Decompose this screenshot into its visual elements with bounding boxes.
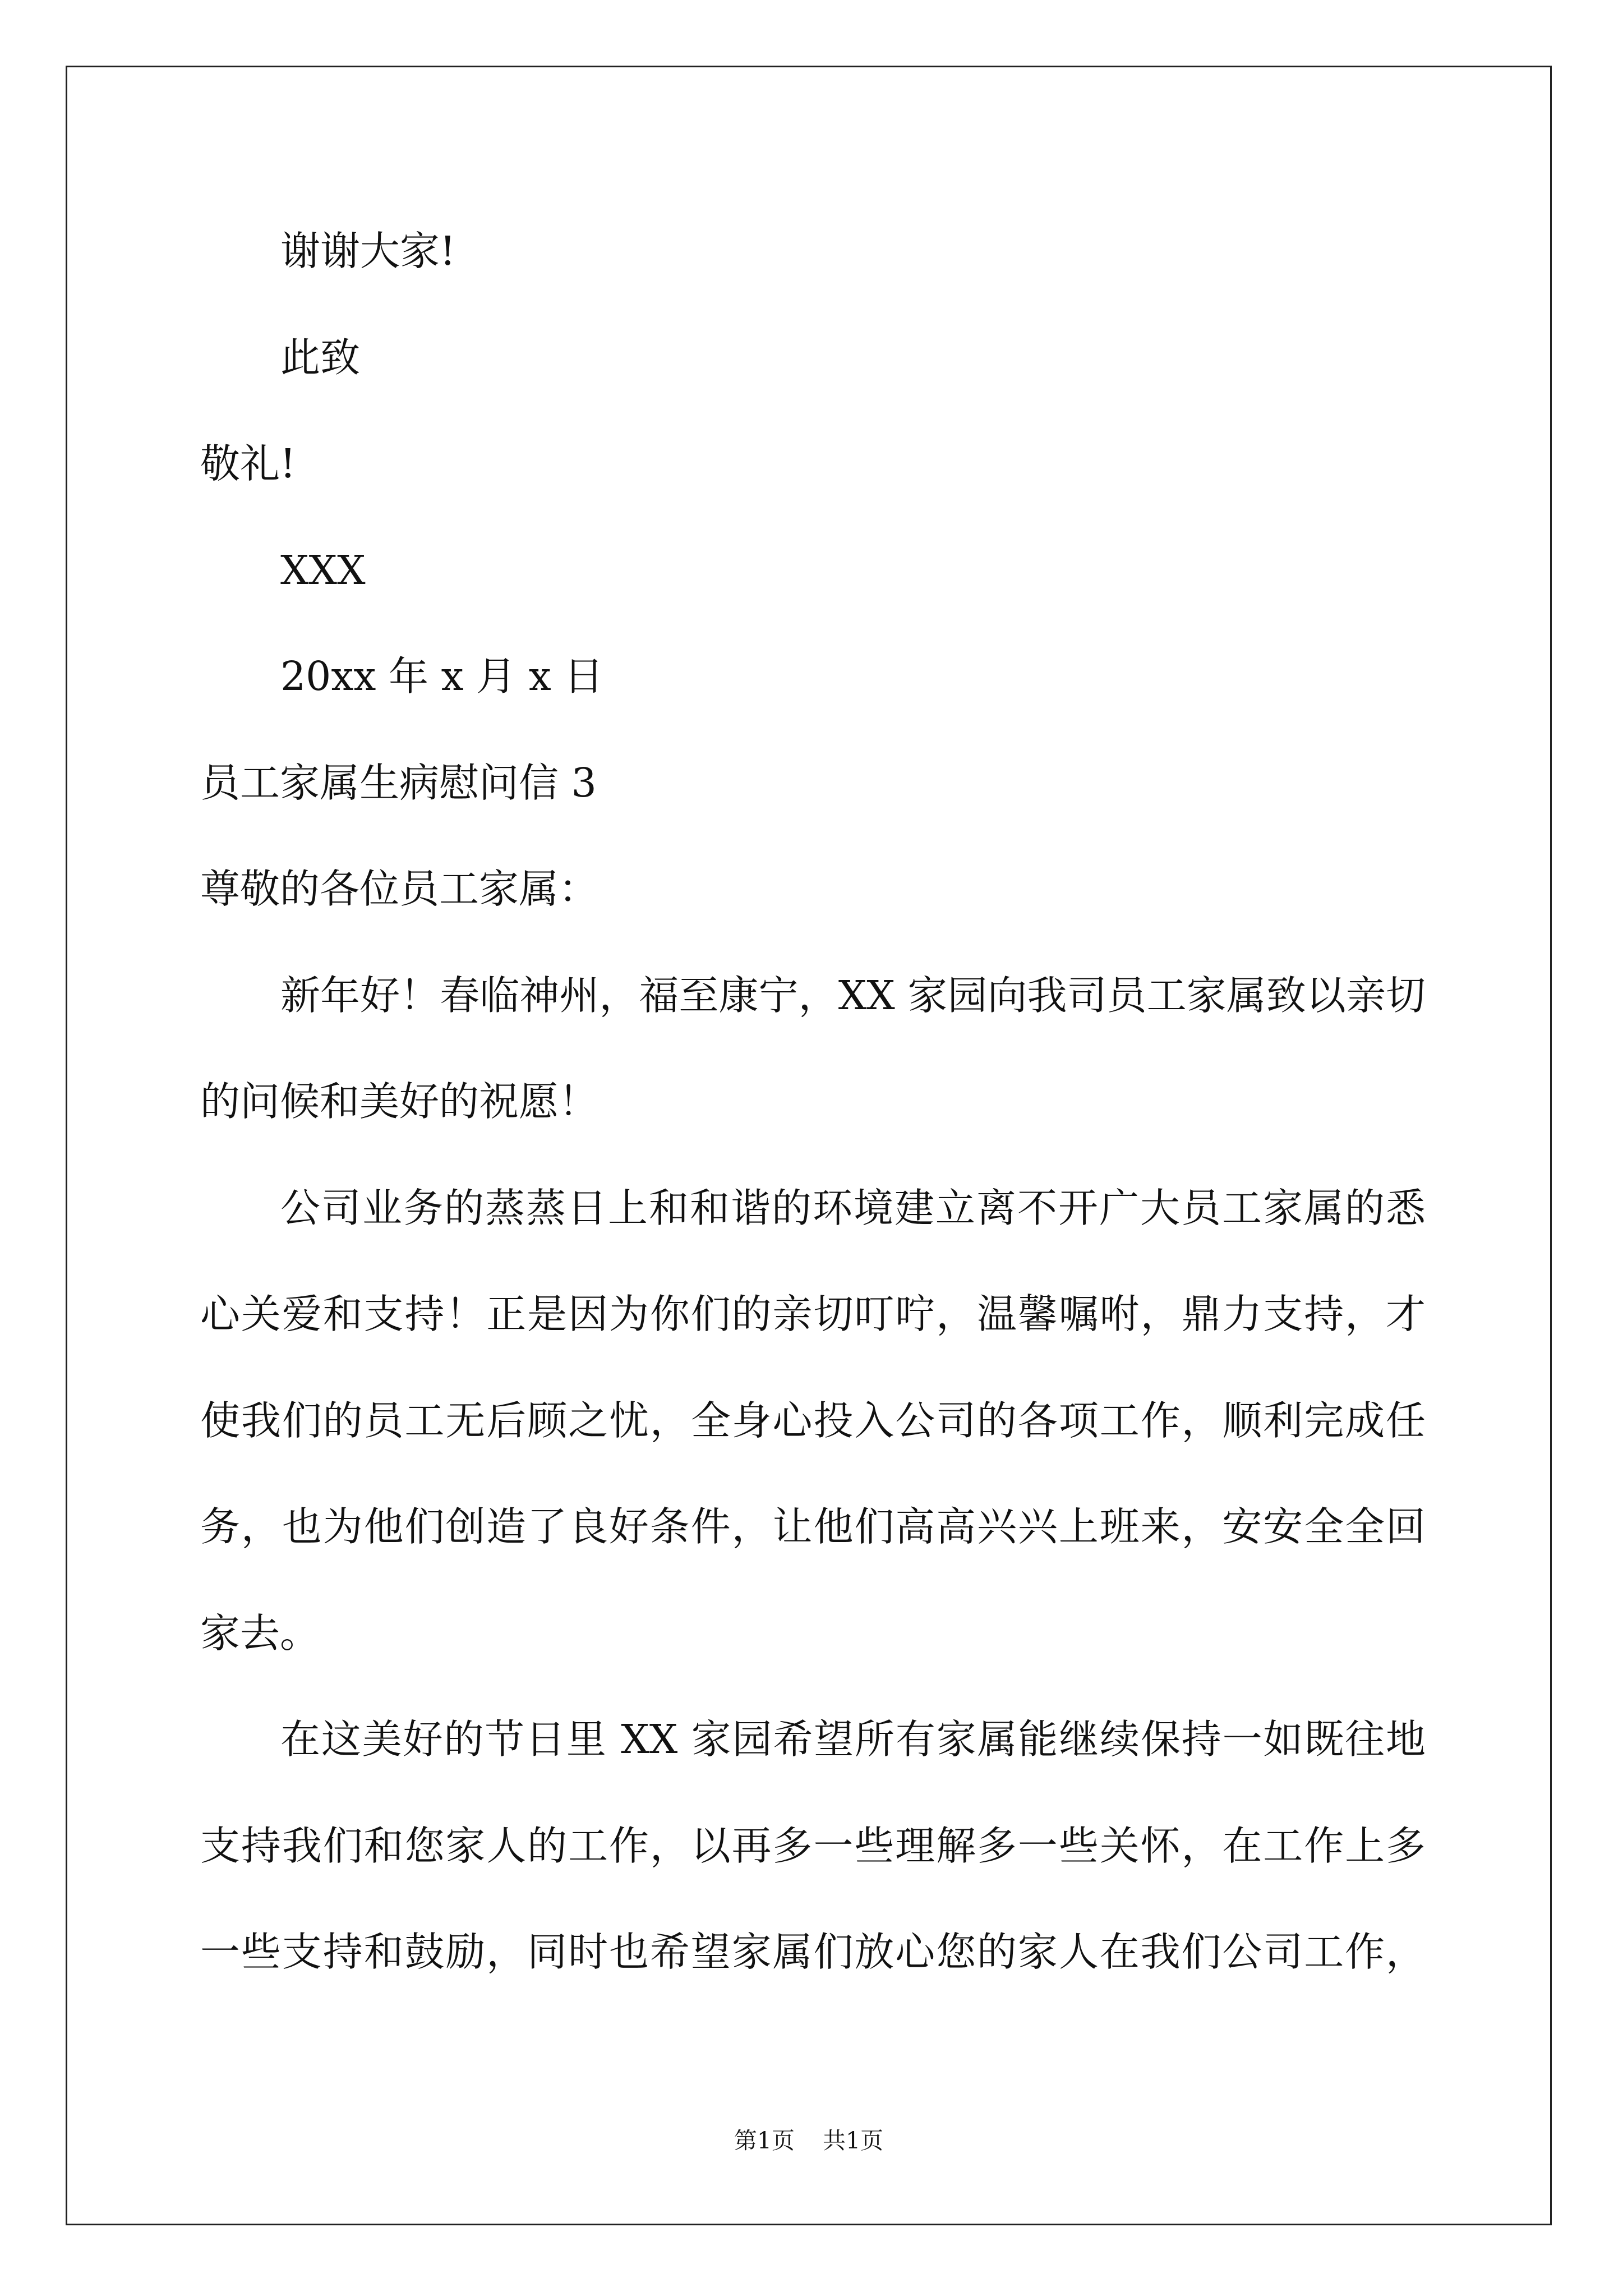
page-total: 共1页 — [823, 2127, 884, 2154]
paragraph-2-line-3: 使我们的员工无后顾之忧，全身心投入公司的各项工作，顺利完成任 — [200, 1397, 1426, 1444]
paragraph-2-line-1: 公司业务的蒸蒸日上和和谐的环境建立离不开广大员工家属的悉 — [280, 1184, 1426, 1231]
letter-greeting: 尊敬的各位员工家属： — [200, 866, 599, 912]
paragraph-2-line-4: 务，也为他们创造了良好条件，让他们高高兴兴上班来，安安全全回 — [200, 1503, 1426, 1550]
closing-respect: 敬礼! — [200, 440, 296, 487]
paragraph-2-line-5: 家去。 — [200, 1609, 320, 1657]
paragraph-1-line-2: 的问候和美好的祝愿！ — [200, 1078, 599, 1125]
paragraph-3-line-1: 在这美好的节日里 XX 家园希望所有家属能继续保持一如既往地 — [280, 1716, 1426, 1763]
paragraph-2-line-2: 心关爱和支持！正是因为你们的亲切叮咛，温馨嘱咐，鼎力支持，才 — [200, 1291, 1426, 1337]
closing-thanks: 谢谢大家! — [280, 228, 456, 274]
date: 20xx 年 x 月 x 日 — [280, 653, 604, 700]
page-footer — [66, 2124, 1552, 2157]
signature: XXX — [280, 546, 366, 593]
paragraph-3-line-2: 支持我们和您家人的工作，以再多一些理解多一些关怀，在工作上多 — [200, 1822, 1426, 1869]
letter-title: 员工家属生病慰问信 3 — [200, 759, 597, 806]
document-body — [200, 198, 1426, 2005]
page-number: 第1页 — [734, 2127, 795, 2154]
paragraph-3-line-3: 一些支持和鼓励，同时也希望家属们放心您的家人在我们公司工作， — [200, 1929, 1426, 1975]
closing-salutation: 此致 — [280, 334, 361, 381]
paragraph-1-line-1: 新年好！春临神州，福至康宁，XX 家园向我司员工家属致以亲切 — [280, 972, 1426, 1019]
